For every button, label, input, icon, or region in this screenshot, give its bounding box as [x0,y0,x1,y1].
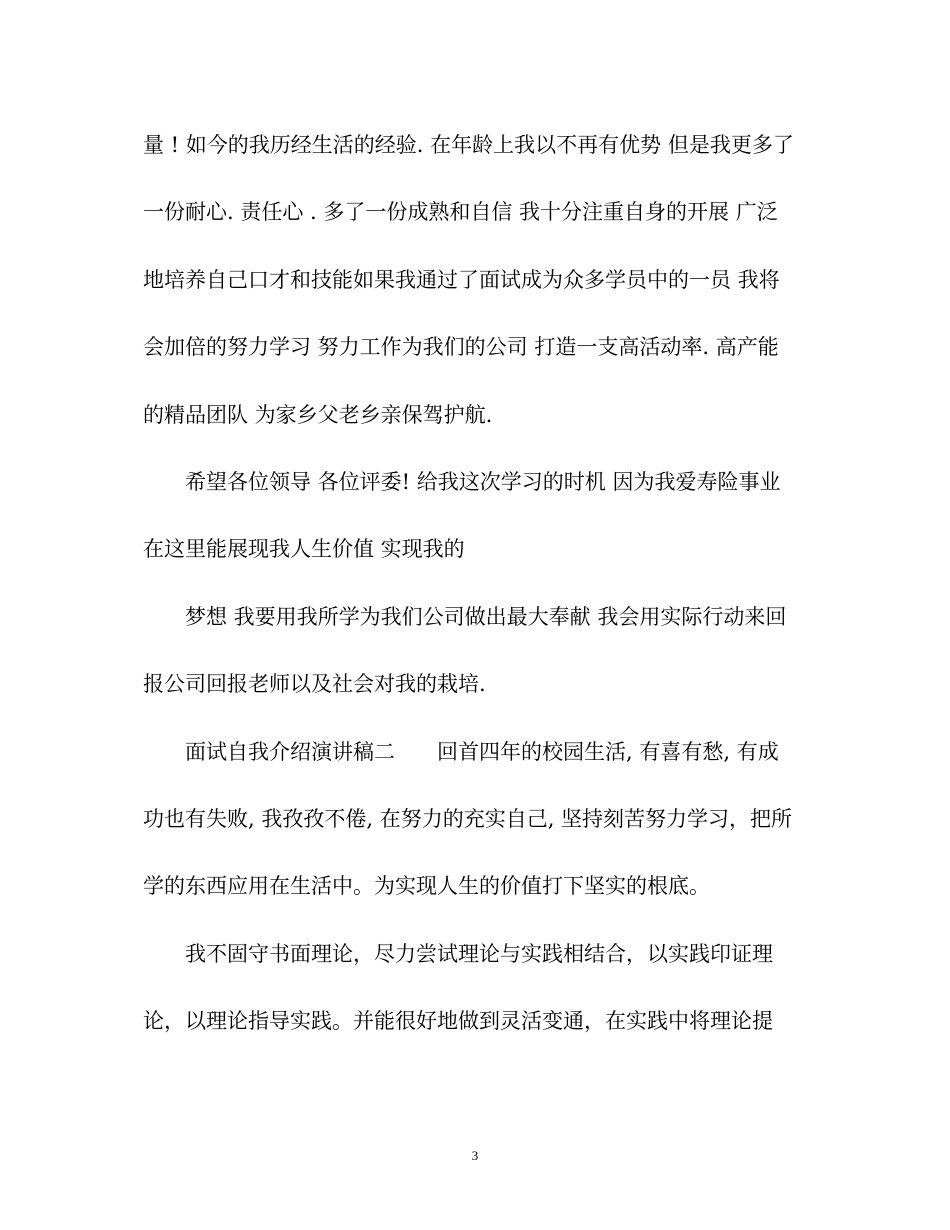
page-number: 3 [471,1148,479,1163]
text-line: 面试自我介绍演讲稿二 回首四年的校园生活, 有喜有愁, 有成 [185,739,779,764]
body-text [143,118,808,1061]
text-line: 希望各位领导 各位评委! 给我这次学习的时机 因为我爱寿险事业 [185,469,781,494]
text-line: 学的东西应用在生活中。为实现人生的价值打下坚实的根底。 [143,874,710,899]
text-line: 论，以理论指导实践。并能很好地做到灵活变通，在实践中将理论提 [143,1009,773,1034]
text-line: 地培养自己口才和技能如果我通过了面试成为众多学员中的一员 我将 [143,267,780,292]
text-line: 功也有失败, 我孜孜不倦, 在努力的充实自己, 坚持刻苦努力学习，把所 [143,806,793,831]
text-line: 的精品团队 为家乡父老乡亲保驾护航. [143,402,493,427]
text-line: 一份耐心. 责任心 . 多了一份成熟和自信 我十分注重自身的开展 广泛 [143,200,778,225]
text-line: 量 ! 如今的我历经生活的经验. 在年龄上我以不再有优势 但是我更多了 [143,133,794,157]
text-line: 我不固守书面理论，尽力尝试理论与实践相结合，以实践印证理 [185,941,773,966]
text-line: 梦想 我要用我所学为我们公司做出最大奉献 我会用实际行动来回 [185,604,787,629]
text-line: 会加倍的努力学习 努力工作为我们的公司 打造一支高活动率. 高产能 [143,335,779,360]
text-line: 报公司回报老师以及社会对我的栽培. [143,672,486,697]
text-line: 在这里能展现我人生价值 实现我的 [143,537,465,562]
